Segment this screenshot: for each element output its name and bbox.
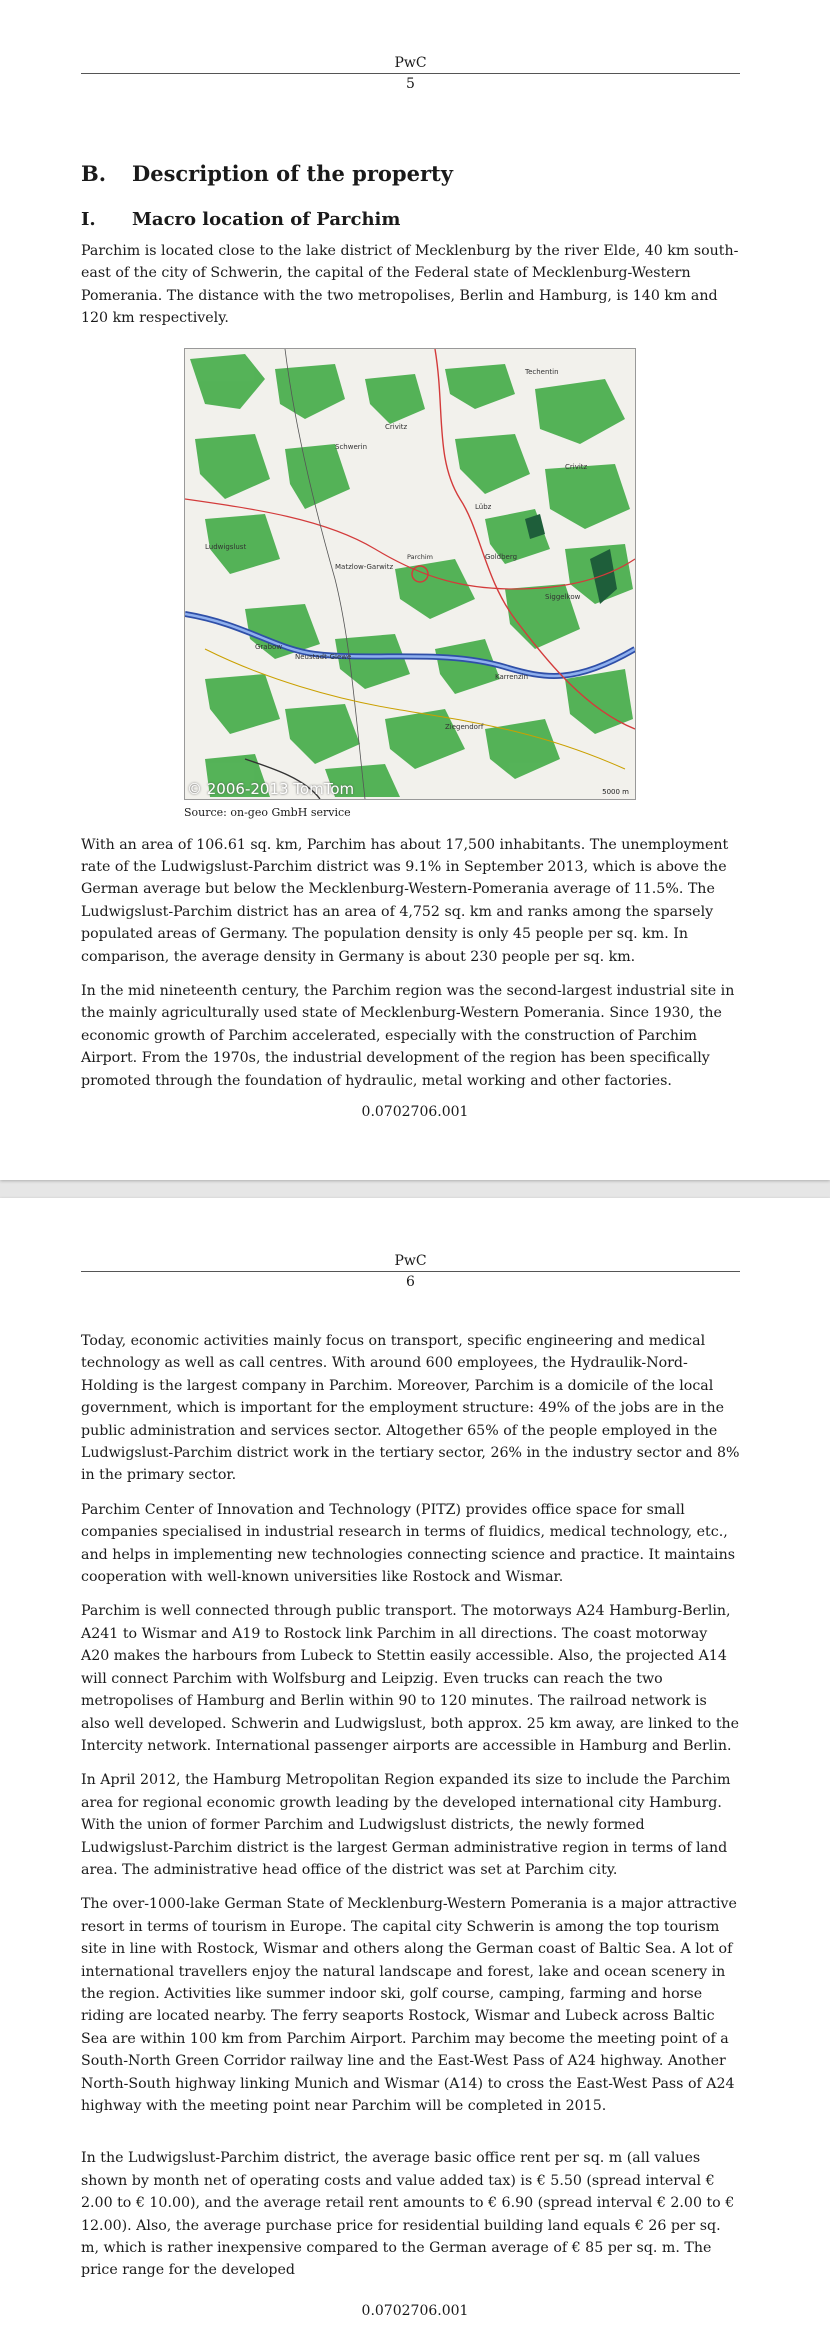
page-header — [81, 1252, 740, 1291]
svg-text:Ziegendorf: Ziegendorf — [445, 722, 484, 731]
subsection-title: Macro location of Parchim — [132, 209, 401, 230]
svg-text:Crivitz: Crivitz — [385, 422, 408, 431]
page-content — [81, 1330, 740, 2294]
subsection-number: I. — [81, 209, 96, 230]
header-company: PwC — [394, 1253, 427, 1269]
svg-text:Matzlow-Garwitz: Matzlow-Garwitz — [335, 562, 394, 571]
paragraph: Today, economic activities mainly focus on transport, specific engineering and medical technology as well as call centres. With around 600 employees, the Hydraulik-Nord-Holding is the largest company in Parchim. Moreover, Parchim is a domicile of the local government, which is important for the employment structure: 49% of the jobs are in the public administration and services sector. Altogether 65% of the people employed in the Ludwigslust-Parchim district work in the tertiary sector, 26% in the industry sector and 8% in the primary sector. — [81, 1333, 740, 1484]
paragraph: With an area of 106.61 sq. km, Parchim has about 17,500 inhabitants. The unemployment rate of the Ludwigslust-Parchim district was 9.1% in September 2013, which is above the German average but below the Mecklenburg-Western-Pomerania average of 11.5%. The Ludwigslust-Parchim district has an area of 4,752 sq. km and ranks among the sparsely populated areas of Germany. The population density is only 45 people per sq. km. In comparison, the average density in Germany is about 230 people per sq. km. — [81, 836, 729, 965]
paragraph: In the Ludwigslust-Parchim district, the average basic office rent per sq. m (all values shown by month net of operating costs and value added tax) is € 5.50 (spread interval € 2.00 to € 10.00), and the average retail rent amounts to € 6.90 (spread interval € 2.00 to € 12.00). Also, the average purchase price for residential building land equals € 26 per sq. m, which is rather inexpensive compared to the German average of € 85 per sq. m. The price range for the developed — [81, 2150, 735, 2279]
map-scale: 5000 m — [602, 787, 629, 796]
page-footer: 0.0702706.001 — [361, 1104, 469, 1120]
document-page-6 — [0, 1198, 830, 2338]
header-company: PwC — [394, 55, 427, 71]
svg-text:Karrenzin: Karrenzin — [495, 672, 529, 681]
svg-text:Crivitz: Crivitz — [565, 462, 588, 471]
svg-text:Neustadt-Glewe: Neustadt-Glewe — [295, 652, 352, 661]
svg-text:Grabow: Grabow — [255, 642, 283, 651]
paragraph: The over-1000-lake German State of Mecklenburg-Western Pomerania is a major attractive resort in terms of tourism in Europe. The capital city Schwerin is among the top tourism site in line with Rostock, Wismar and others along the German coast of Baltic Sea. A lot of international travellers enjoy the natural landscape and forest, lake and ocean scenery in the region. Activities like summer indoor ski, golf course, camping, farming and horse riding are located nearby. The ferry seaports Rostock, Wismar and Lubeck across Baltic Sea are within 100 km from Parchim Airport. Parchim may become the meeting point of a South-North Green Corridor railway line and the East-West Pass of A24 highway. Another North-South highway linking Munich and Wismar (A14) to cross the East-West Pass of A24 highway with the meeting point near Parchim will be completed in 2015. — [81, 1896, 737, 2114]
section-number: B. — [81, 161, 107, 186]
paragraph: In April 2012, the Hamburg Metropolitan Region expanded its size to include the Parchim area for regional economic growth leading by the developed international city Hamburg. With the union of former Parchim and Ludwigslust districts, the newly formed Ludwigslust-Parchim district is the largest German administrative region in terms of land area. The administrative head office of the district was set at Parchim city. — [81, 1772, 731, 1878]
section-heading — [81, 160, 740, 188]
location-map — [184, 348, 636, 800]
subsection-heading — [81, 208, 740, 232]
svg-text:Schwerin: Schwerin — [335, 442, 368, 451]
page-number: 5 — [406, 76, 415, 92]
paragraph: In the mid nineteenth century, the Parchim region was the second-largest industrial site in the mainly agriculturally used state of Mecklenburg-Western Pomerania. Since 1930, the economic growth of Parchim accelerated, especially with the construction of Parchim Airport. From the 1970s, the industrial development of the region has been specifically promoted through the foundation of hydraulic, metal working and other factories. — [81, 983, 735, 1089]
svg-text:Lübz: Lübz — [475, 502, 492, 511]
paragraph: Parchim is located close to the lake district of Mecklenburg by the river Elde, 40 km south-east of the city of Schwerin, the capital of the Federal state of Mecklenburg-Western Pomerania. The distance with the two metropolises, Berlin and Hamburg, is 140 km and 120 km respectively. — [81, 243, 739, 327]
map-copyright: © 2006-2013 TomTom — [187, 779, 355, 798]
svg-text:Techentin: Techentin — [525, 367, 559, 376]
map-caption: Source: on-geo GmbH service — [184, 805, 351, 819]
map-image — [185, 349, 635, 799]
paragraph: Parchim Center of Innovation and Technology (PITZ) provides office space for small companies specialised in industrial research in terms of fluidics, medical technology, etc., and helps in implementing new technologies connecting science and practice. It maintains cooperation with well-known universities like Rostock and Wismar. — [81, 1501, 736, 1586]
svg-text:Goldberg: Goldberg — [485, 552, 518, 561]
paragraph: Parchim is well connected through public transport. The motorways A24 Hamburg-Berlin, A241 to Wismar and A19 to Rostock link Parchim in all directions. The coast motorway A20 makes the harbours from Lubeck to Stettin easily accessible. Also, the projected A14 will connect Parchim with Wolfsburg and Leipzig. Even trucks can reach the two metropolises of Hamburg and Berlin within 90 to 120 minutes. The railroad network is also well developed. Schwerin and Ludwigslust, both approx. 25 km away, are linked to the Intercity network. International passenger airports are accessible in Hamburg and Berlin. — [81, 1603, 740, 1754]
page-header — [81, 54, 740, 93]
page-content — [81, 160, 740, 1104]
map-label-parchim: Parchim — [407, 552, 433, 561]
page-number: 6 — [406, 1274, 415, 1290]
svg-text:Siggelkow: Siggelkow — [545, 592, 581, 601]
svg-text:Ludwigslust: Ludwigslust — [205, 542, 247, 551]
section-title: Description of the property — [132, 161, 453, 186]
page-footer: 0.0702706.001 — [361, 2303, 469, 2319]
